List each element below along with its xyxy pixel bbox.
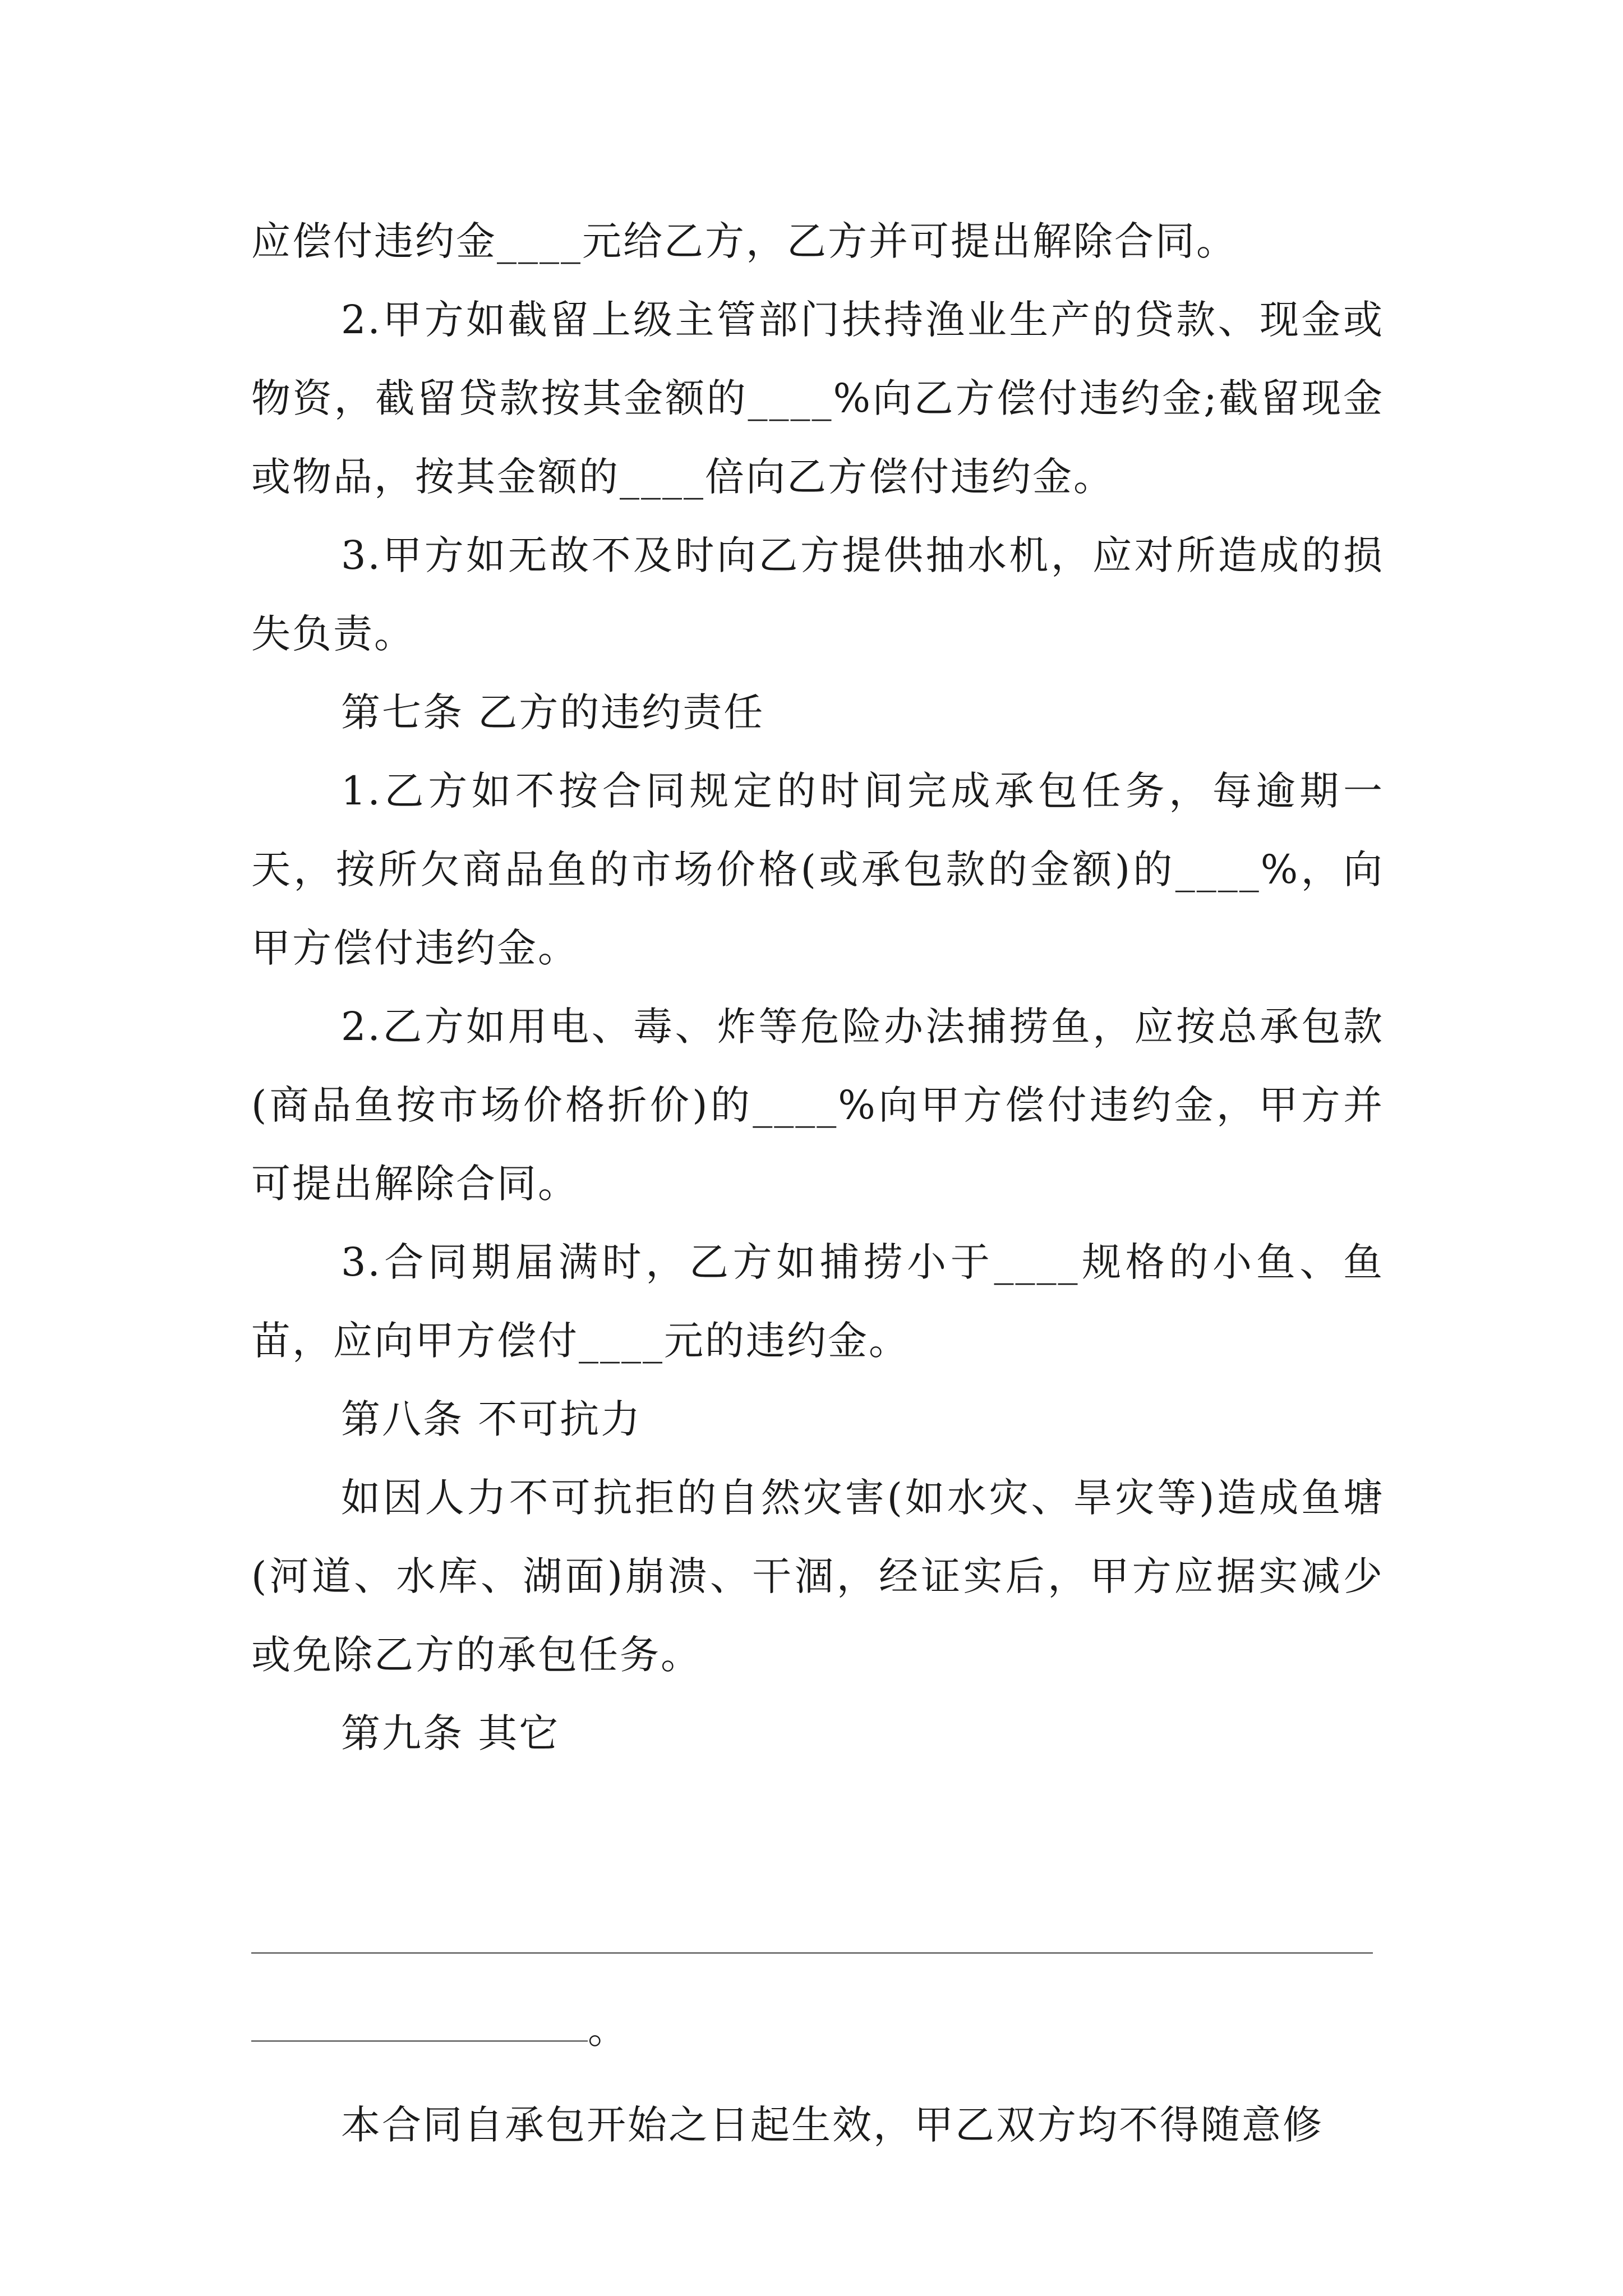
fill-in-line-end-row (251, 1990, 1384, 2069)
line-end-period: 。 (588, 2007, 629, 2053)
paragraph-clause-6-2: 2.甲方如截留上级主管部门扶持渔业生产的贷款、现金或物资，截留贷款按其金额的____%向乙方偿付违约金;截留现金或物品，按其金额的____倍向乙方偿付违约金。 (251, 297, 1384, 500)
paragraph-clause-7-2: 2.乙方如用电、毒、炸等危险办法捕捞鱼，应按总承包款(商品鱼按市场价格折价)的____%向甲方偿付违约金，甲方并可提出解除合同。 (251, 1004, 1384, 1207)
fill-in-line-short (251, 2040, 588, 2042)
blank-area (251, 1773, 1384, 1952)
heading-article-7: 第七条 乙方的违约责任 (341, 689, 765, 735)
document-body (251, 202, 1384, 2164)
paragraph-clause-7-1: 1.乙方如不按合同规定的时间完成承包任务，每逾期一天，按所欠商品鱼的市场价格(或承包款的金额)的____%，向甲方偿付违约金。 (251, 768, 1384, 971)
paragraph-clause-7-3: 3.合同期届满时，乙方如捕捞小于____规格的小鱼、鱼苗，应向甲方偿付____元的违约金。 (251, 1239, 1384, 1364)
paragraph-penalty-continuation: 应偿付违约金____元给乙方，乙方并可提出解除合同。 (251, 218, 1237, 264)
paragraph-clause-6-3: 3.甲方如无故不及时向乙方提供抽水机，应对所造成的损失负责。 (251, 532, 1384, 657)
paragraph-effective-clause: 本合同自承包开始之日起生效，甲乙双方均不得随意修 (341, 2102, 1324, 2148)
heading-article-8: 第八条 不可抗力 (341, 1396, 642, 1442)
fill-in-line (251, 1952, 1373, 1954)
heading-article-9: 第九条 其它 (341, 1710, 560, 1756)
paragraph-force-majeure: 如因人力不可抗拒的自然灾害(如水灾、旱灾等)造成鱼塘(河道、水库、湖面)崩溃、干涸，经证实后，甲方应据实减少或免除乙方的承包任务。 (251, 1475, 1384, 1678)
